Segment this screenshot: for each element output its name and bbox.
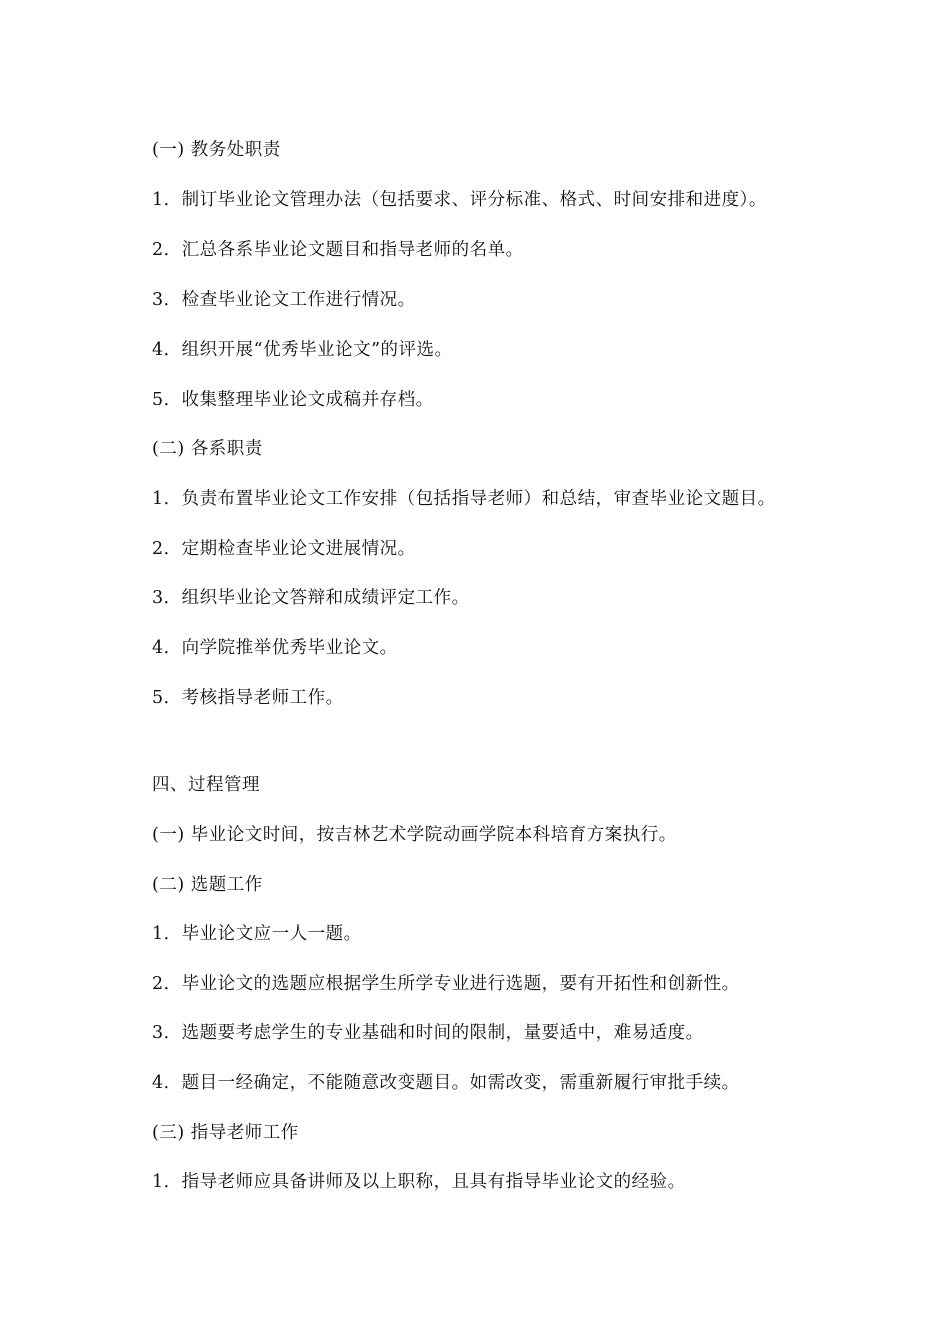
list-item: 2．毕业论文的选题应根据学生所学专业进行选题，要有开拓性和创新性。 — [152, 974, 740, 994]
list-item: 2．定期检查毕业论文进展情况。 — [152, 539, 416, 559]
section-heading-time: (一) 毕业论文时间，按吉林艺术学院动画学院本科培育方案执行。 — [152, 825, 677, 845]
list-item: 3．检查毕业论文工作进行情况。 — [152, 290, 416, 310]
list-item: 1．制订毕业论文管理办法（包括要求、评分标准、格式、时间安排和进度）。 — [152, 190, 767, 210]
list-item: 4．题目一经确定，不能随意改变题目。如需改变，需重新履行审批手续。 — [152, 1073, 740, 1093]
section-heading-zhidao: (三) 指导老师工作 — [152, 1123, 299, 1143]
list-item: 3．组织毕业论文答辩和成绩评定工作。 — [152, 588, 470, 608]
list-item: 5．收集整理毕业论文成稿并存档。 — [152, 390, 434, 410]
section-title-process-management: 四、过程管理 — [152, 775, 260, 795]
list-item: 1．毕业论文应一人一题。 — [152, 924, 362, 944]
section-heading-jiaowuchu: (一) 教务处职责 — [152, 140, 281, 160]
list-item: 1．指导老师应具备讲师及以上职称，且具有指导毕业论文的经验。 — [152, 1172, 686, 1192]
section-heading-gexi: (二) 各系职责 — [152, 439, 263, 459]
section-heading-xuanti: (二) 选题工作 — [152, 875, 263, 895]
list-item: 2．汇总各系毕业论文题目和指导老师的名单。 — [152, 240, 524, 260]
list-item: 3．选题要考虑学生的专业基础和时间的限制，量要适中，难易适度。 — [152, 1023, 704, 1043]
list-item: 4．向学院推举优秀毕业论文。 — [152, 638, 398, 658]
list-item: 1．负责布置毕业论文工作安排（包括指导老师）和总结，审查毕业论文题目。 — [152, 489, 776, 509]
list-item: 5．考核指导老师工作。 — [152, 688, 344, 708]
list-item: 4．组织开展“优秀毕业论文”的评选。 — [152, 340, 453, 360]
